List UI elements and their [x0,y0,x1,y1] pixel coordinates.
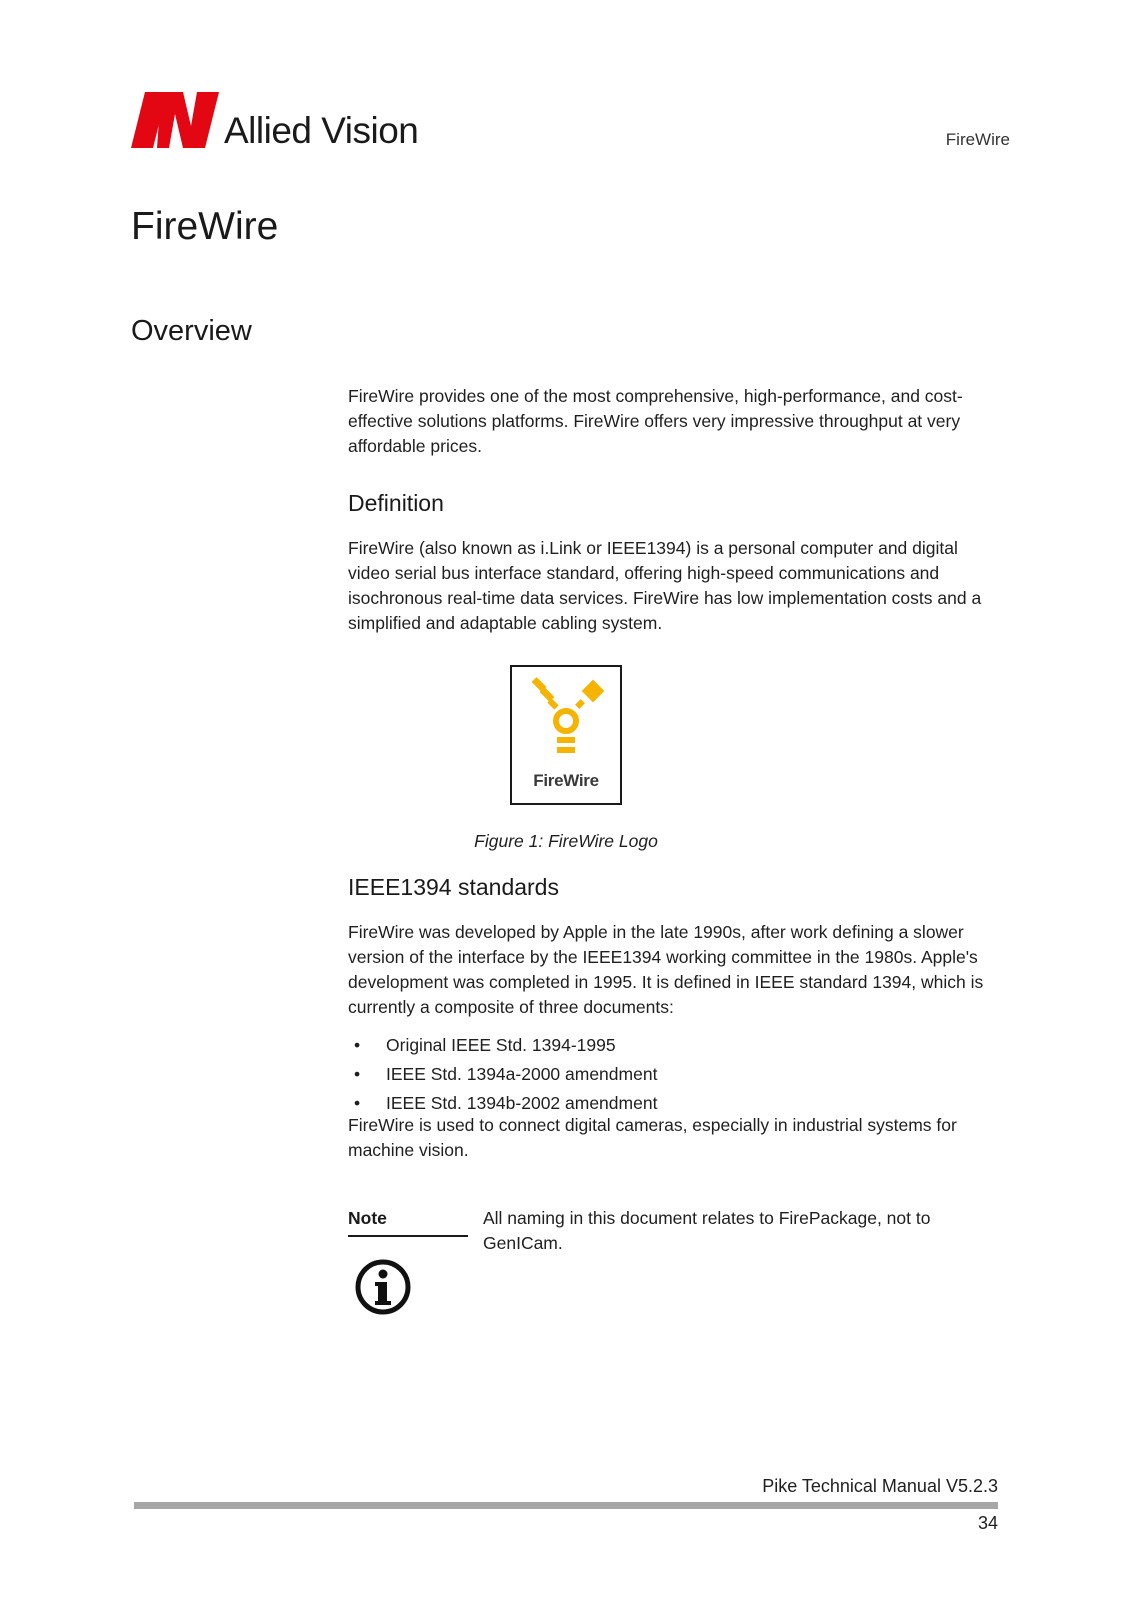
subhead-ieee-standards: IEEE1394 standards [348,874,559,900]
chapter-title: FireWire [131,205,279,248]
list-item: • IEEE Std. 1394b-2002 amendment [348,1089,657,1118]
list-item: • IEEE Std. 1394a-2000 amendment [348,1060,657,1089]
page-number: 34 [977,1513,998,1533]
firewire-logo-figure [510,665,622,805]
info-icon [354,1258,412,1316]
list-item: • Original IEEE Std. 1394-1995 [348,1031,657,1060]
standards-closing [348,1113,1000,1163]
section-title-overview: Overview [131,315,252,347]
standards-list [348,1031,657,1118]
standards-body [348,920,1000,1020]
footer-document-title: Pike Technical Manual V5.2.3 [762,1476,998,1496]
standards-closing-text: FireWire is used to connect digital cameras, especially in industrial systems for machine vision. [348,1115,957,1160]
standards-text: FireWire was developed by Apple in the late 1990s, after work defining a slower version of the interface by the IEEE1394 working committee in the 1980s. Apple's development was completed in 1995. It is defined in IEEE standard 1394, which is currently a composite of three documents: [348,922,984,1017]
definition-body [348,536,1000,636]
subhead-definition: Definition [348,490,444,516]
firewire-symbol-icon [512,669,620,769]
note-text: All naming in this document relates to FirePackage, not to GenICam. [483,1208,931,1253]
overview-intro [348,384,1000,459]
note-label: Note [348,1208,468,1237]
footer-divider [134,1502,998,1509]
firewire-logo-label: FireWire [533,771,599,790]
overview-intro-text: FireWire provides one of the most comprehensive, high-performance, and cost-effective solutions platforms. FireWire offers very impressive throughput at very affordable prices. [348,386,963,456]
figure-caption: Figure 1: FireWire Logo [474,831,658,851]
definition-text: FireWire (also known as i.Link or IEEE1394) is a personal computer and digital video serial bus interface standard, offering high-speed communications and isochronous real-time data services. FireWire has low implementation costs and a simplified and adaptable cabling system. [348,538,982,633]
brand-name: Allied Vision [224,110,419,151]
brand-logo [131,92,431,154]
running-header: FireWire [945,130,1010,149]
allied-vision-logo-icon [131,92,221,154]
